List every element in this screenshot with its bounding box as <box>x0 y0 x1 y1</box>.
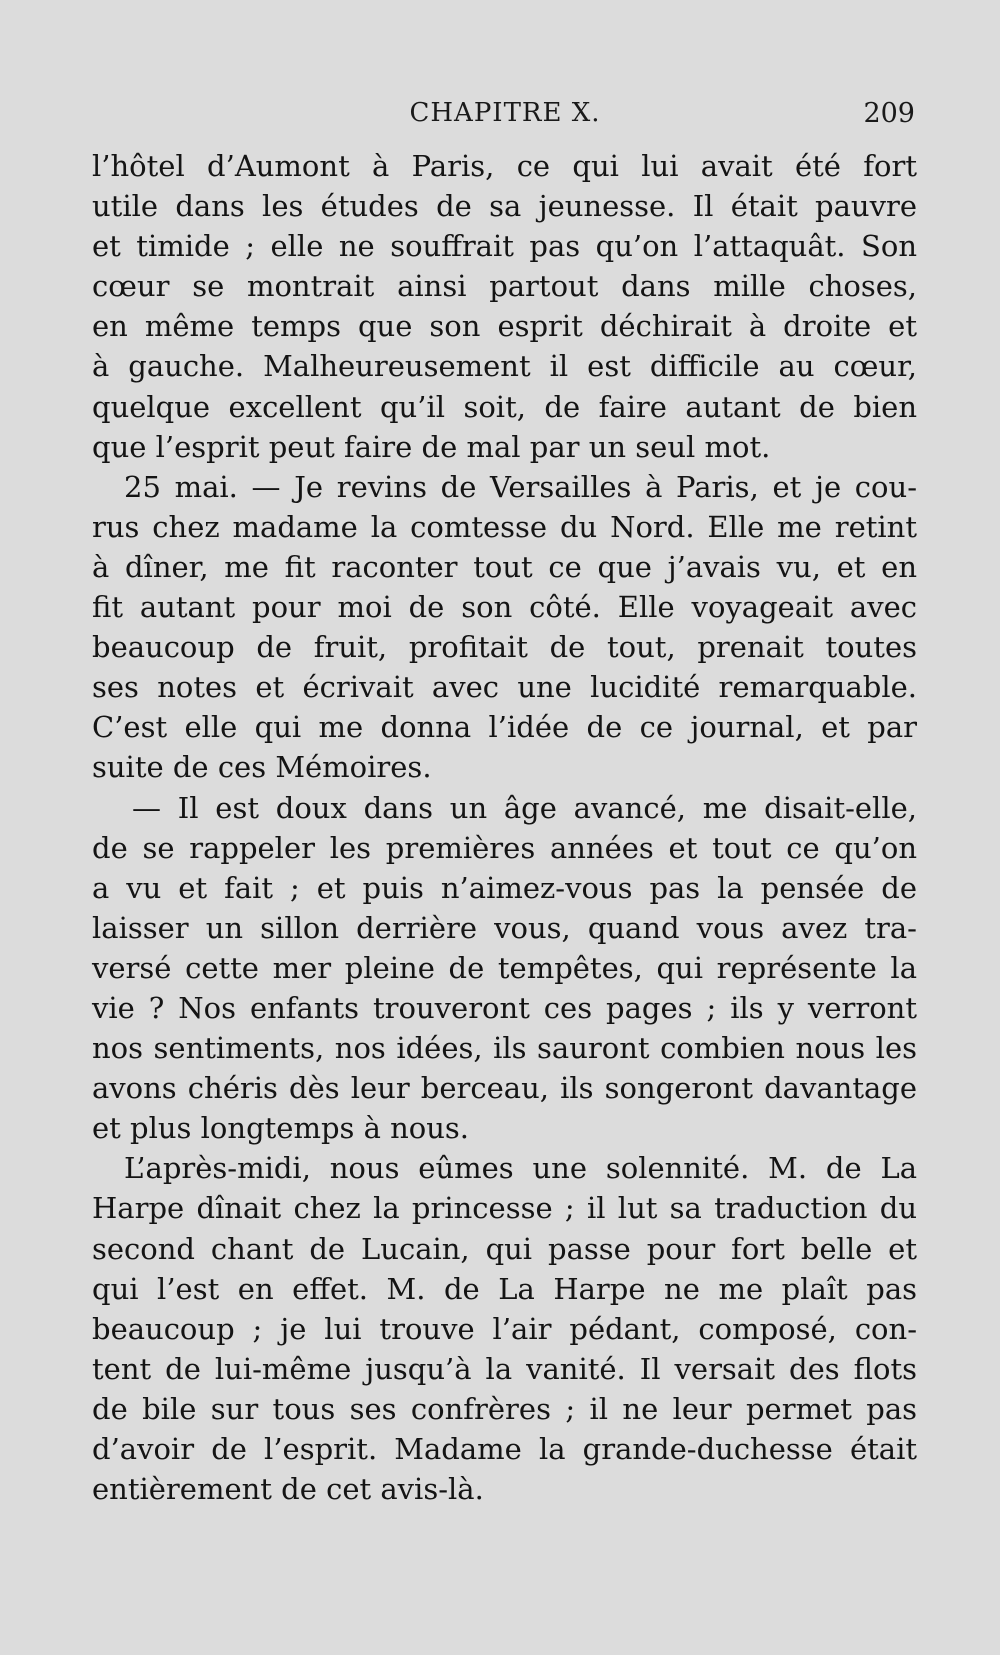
running-head: CHAPITRE X. <box>409 98 601 128</box>
text-line: en même temps que son esprit déchirait à droite et <box>92 309 917 344</box>
body-text <box>92 146 917 1509</box>
text-line: et timide ; elle ne souffrait pas qu’on l’attaquât. Son <box>92 229 917 264</box>
text-line: 25 mai. — Je revins de Versailles à Paris, et je cou- <box>124 469 917 504</box>
text-line: avons chéris dès leur berceau, ils songeront davantage <box>92 1071 917 1106</box>
text-line: que l’esprit peut faire de mal par un seul mot. <box>92 429 771 464</box>
text-line: Harpe dînait chez la princesse ; il lut sa traduction du <box>92 1191 917 1226</box>
page-header <box>95 98 915 138</box>
text-line: a vu et fait ; et puis n’aimez-vous pas la pensée de <box>92 870 917 905</box>
text-line: cœur se montrait ainsi partout dans mille choses, <box>92 269 917 304</box>
text-line: nos sentiments, nos idées, ils sauront combien nous les <box>92 1031 917 1066</box>
text-line: laisser un sillon derrière vous, quand vous avez tra- <box>92 910 917 945</box>
text-line: rus chez madame la comtesse du Nord. Elle me retint <box>92 509 917 544</box>
text-line: quelque excellent qu’il soit, de faire autant de bien <box>92 389 917 424</box>
text-line: utile dans les études de sa jeunesse. Il était pauvre <box>92 189 917 224</box>
text-line: qui l’est en effet. M. de La Harpe ne me plaît pas <box>92 1271 917 1306</box>
text-line: — Il est doux dans un âge avancé, me disait-elle, <box>132 790 917 825</box>
text-line: tent de lui-même jusqu’à la vanité. Il versait des flots <box>92 1351 917 1386</box>
text-line: à dîner, me fit raconter tout ce que j’avais vu, et en <box>92 549 917 584</box>
text-line: entièrement de cet avis-là. <box>92 1472 484 1507</box>
text-line: beaucoup de fruit, profitait de tout, prenait toutes <box>92 630 917 665</box>
text-line: de se rappeler les premières années et tout ce qu’on <box>92 830 917 865</box>
text-line: suite de ces Mémoires. <box>92 750 432 785</box>
text-line: de bile sur tous ses confrères ; il ne leur permet pas <box>92 1391 917 1426</box>
page-number: 209 <box>863 98 915 129</box>
text-line: L’après-midi, nous eûmes une solennité. M. de La <box>124 1151 917 1186</box>
text-line: ses notes et écrivait avec une lucidité remarquable. <box>92 670 917 705</box>
text-line: versé cette mer pleine de tempêtes, qui représente la <box>92 950 917 985</box>
text-line: l’hôtel d’Aumont à Paris, ce qui lui avait été fort <box>92 149 917 183</box>
text-line: vie ? Nos enfants trouveront ces pages ; ils y verront <box>92 990 917 1025</box>
text-line: second chant de Lucain, qui passe pour fort belle et <box>92 1231 917 1266</box>
text-line: beaucoup ; je lui trouve l’air pédant, composé, con- <box>92 1311 917 1346</box>
text-line: fit autant pour moi de son côté. Elle voyageait avec <box>92 590 917 625</box>
text-line: et plus longtemps à nous. <box>92 1111 470 1146</box>
text-line: à gauche. Malheureusement il est difficile au cœur, <box>92 349 917 384</box>
text-line: C’est elle qui me donna l’idée de ce journal, et par <box>92 710 917 745</box>
text-line: d’avoir de l’esprit. Madame la grande-duchesse était <box>92 1432 917 1466</box>
